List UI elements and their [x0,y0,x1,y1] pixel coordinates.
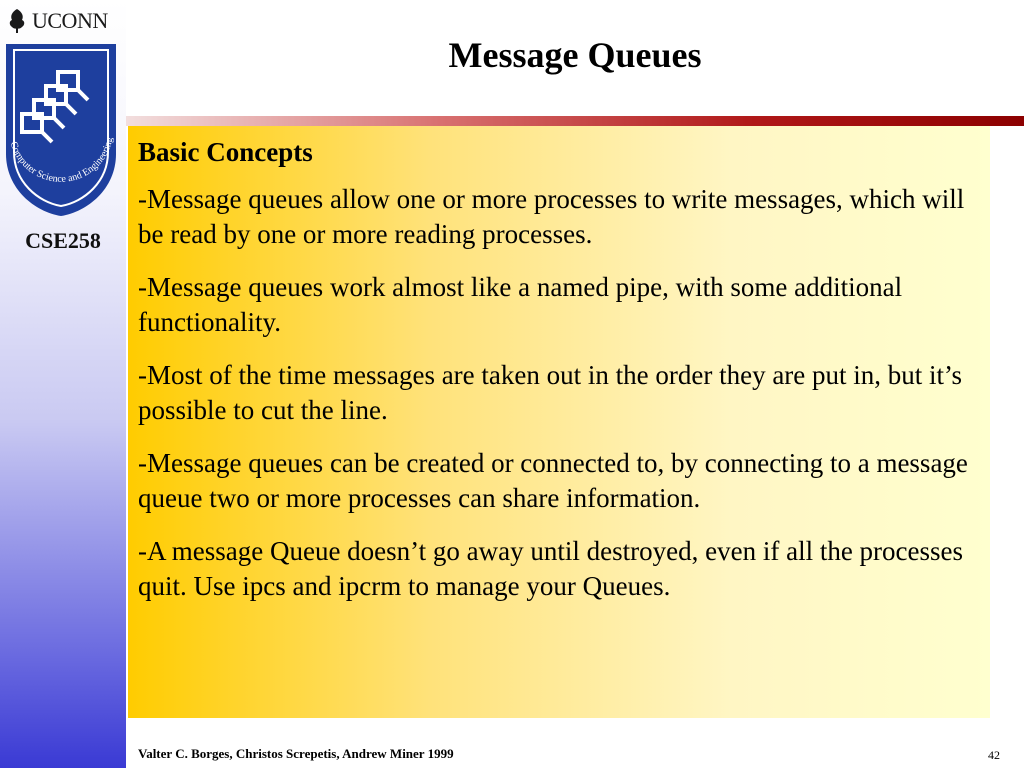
slide-title: Message Queues [448,35,702,75]
course-code: CSE258 [25,228,101,253]
oak-leaf-icon [6,8,28,34]
bullet-paragraph: -Most of the time messages are taken out in the order they are put in, but it’s possible to cut the line. [138,360,963,425]
uconn-wordmark: UCONN [32,8,108,33]
shield-ring-text: Computer Science and Engineering [7,136,116,185]
bullet-paragraph: -Message queues allow one or more processes to write messages, which will be read by one or more reading processes. [138,184,965,249]
cse-shield-logo [2,44,120,216]
title-divider [126,116,1024,126]
uconn-logo [6,6,108,36]
page-number: 42 [988,748,1000,762]
content-box [128,126,990,718]
bullet-paragraph: -Message queues can be created or connected to, by connecting to a message queue two or more processes can share information. [138,448,968,513]
bullet-paragraph: -Message queues work almost like a named pipe, with some additional functionality. [138,272,903,337]
sidebar [0,0,126,768]
footer-authors: Valter C. Borges, Christos Screpetis, Andrew Miner 1999 [138,746,454,761]
bullet-paragraph: -A message Queue doesn’t go away until destroyed, even if all the processes quit. Use ipcs and ipcrm to manage your Queues. [138,536,964,601]
section-heading: Basic Concepts [138,137,313,167]
